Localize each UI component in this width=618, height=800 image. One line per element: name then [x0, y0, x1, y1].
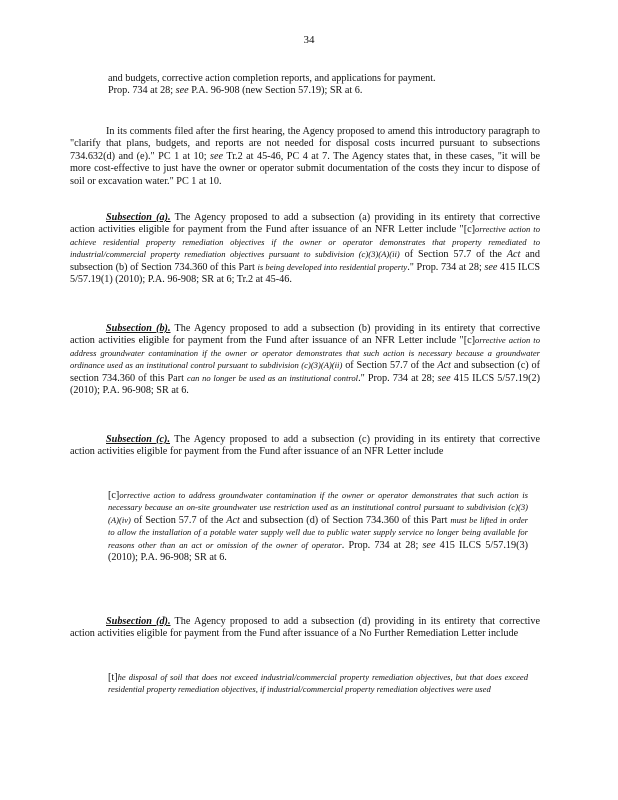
subsection-heading: Subsection (a).	[106, 212, 171, 223]
paragraph-continuation	[70, 73, 540, 98]
paragraph-comments: In its comments filed after the first hearing, the Agency proposed to amend this introductory paragraph to "clarify that plans, budgets, and reports are not needed for disposal costs incurred pursuant to subsections 734.632(d) and (e)." PC 1 at 10; see Tr.2 at 45-46, PC 4 at 7. The Agency states that, in these cases, "it will be more cost-effective to just have the owner or operator submit documentation of the costs they incur to dispose of soil or excavation water." PC 1 at 10.	[70, 126, 540, 187]
paragraph-subsection-c: Subsection (c). The Agency proposed to add a subsection (c) providing in its entirety that corrective action activities eligible for payment from the Fund after issuance of an NFR Letter include	[70, 434, 540, 458]
block-quote-c: [c]orrective action to address groundwater contamination if the owner or operator demonstrates that such action is necessary because an on-site groundwater use restriction used as an institutional control pursuant to subdivision (c)(3)(A)(iv) of Section 57.7 of the Act and subsection (d) of Section 734.360 of this Part must be lifted in order to allow the installation of a potable water supply well due to public water supply service no longer being available for reasons other than an act or omission of the owner of operator. Prop. 734 at 28; see 415 ILCS 5/57.19(3) (2010); P.A. 96-908; SR at 6.	[108, 490, 528, 564]
paragraph-subsection-b: Subsection (b). The Agency proposed to add a subsection (b) providing in its entirety that corrective action activities eligible for payment from the Fund after issuance of an NFR Letter include "[c]orrective action to address groundwater contamination if the owner or operator demonstrates that such action is necessary because a groundwater ordinance used as an institutional control pursuant to subdivision (c)(3)(A)(ii) of Section 57.7 of the Act and subsection (c) of section 734.360 of this Part can no longer be used as an institutional control." Prop. 734 at 28; see 415 ILCS 5/57.19(2) (2010); P.A. 96-908; SR at 6.	[70, 323, 540, 397]
text-line: Prop. 734 at 28; see P.A. 96-908 (new Section 57.19); SR at 6.	[108, 85, 363, 97]
subsection-heading: Subsection (c).	[106, 434, 171, 445]
paragraph-subsection-a: Subsection (a). The Agency proposed to add a subsection (a) providing in its entirety that corrective action activities eligible for payment from the Fund after issuance of an NFR Letter include "[c]orrective action to achieve residential property remediation objectives if the owner or operator demonstrates that property remediated to industrial/commercial property remediation objectives pursuant to subdivision (c)(3)(A)(ii) of Section 57.7 of the Act and subsection (b) of Section 734.360 of this Part is being developed into residential property." Prop. 734 at 28; see 415 ILCS 5/57.19(1) (2010); P.A. 96-908; SR at 6; Tr.2 at 45-46.	[70, 212, 541, 286]
paragraph-subsection-d: Subsection (d). The Agency proposed to add a subsection (d) providing in its entirety that corrective action activities eligible for payment from the Fund after issuance of a No Further Remediation Letter include	[70, 616, 540, 640]
text-line: and budgets, corrective action completion reports, and applications for payment.	[108, 73, 436, 84]
subsection-heading: Subsection (b).	[106, 323, 171, 334]
block-quote-d: [t]he disposal of soil that does not exceed industrial/commercial property remediation objectives, but that does exceed residential property remediation objectives, if industrial/commercial property remediation objectives were used	[108, 672, 528, 695]
subsection-heading: Subsection (d).	[106, 616, 171, 627]
page-number: 34	[303, 34, 315, 46]
